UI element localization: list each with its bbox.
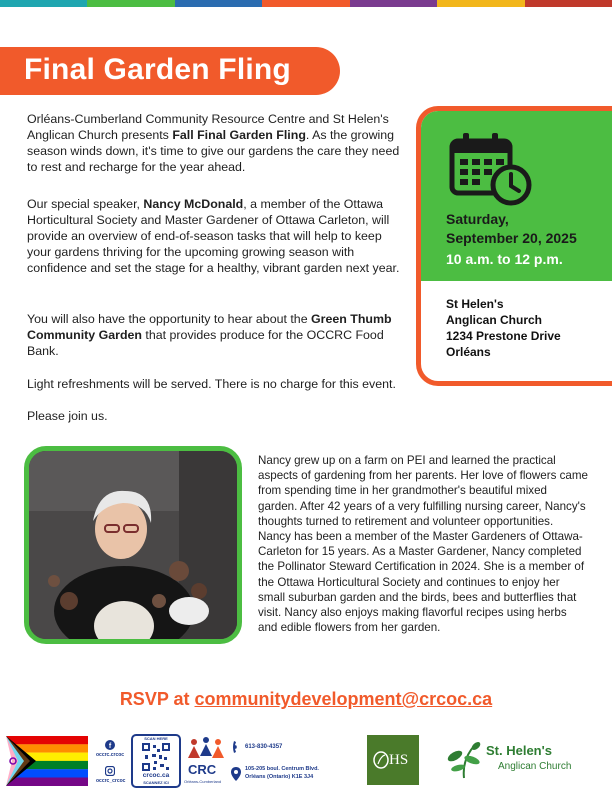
speaker-photo-illustration bbox=[29, 451, 237, 639]
st-helens-logo-name: St. Helen's bbox=[486, 743, 552, 758]
crc-people-logo-icon bbox=[186, 736, 226, 762]
rsvp-label: RSVP at bbox=[119, 689, 195, 709]
venue-name-1: St Helen's bbox=[446, 297, 504, 311]
ohs-leaf-icon bbox=[373, 751, 389, 769]
qr-code-icon bbox=[142, 743, 170, 771]
contact-phone[interactable]: 613-830-4357 bbox=[245, 744, 283, 750]
intro-paragraph-1: Orléans-Cumberland Community Resource Centre and St Helen's Anglican Church presents Fall Final Garden Fling. As the growing season winds down, it's time to give our gardens the care they need to rest and recharge for the year ahead. bbox=[27, 112, 400, 174]
calendar-clock-icon bbox=[449, 129, 533, 209]
event-date-panel bbox=[421, 111, 612, 281]
facebook-icon[interactable] bbox=[105, 740, 115, 750]
intro-paragraph-5: Please join us. bbox=[27, 409, 108, 423]
rsvp-line bbox=[0, 689, 612, 710]
instagram-icon[interactable] bbox=[105, 766, 115, 776]
location-pin-icon bbox=[231, 767, 241, 781]
venue-address: 1234 Prestone Drive bbox=[446, 329, 561, 343]
phone-icon bbox=[232, 740, 240, 754]
speaker-bio: Nancy grew up on a farm on PEI and learned the practical aspects of gardening from her parents. Her love of flowers came from spending time in her grandmother's beautiful mixed garden. After 42 years of a very fulfilling nursing career, Nancy's thoughts turned to retirement and volunteer opportunities. Nancy has been a member of the Master Gardeners of Ottawa-Carleton for 15 years. As a Master Gardener, Nancy completed the Pollinator Steward Certification in 2024. She is a member of the Ottawa Horticultural Society and continues to enjoy her small suburban garden and the birds, bees and butterflies that visit. Nancy also enjoys making flavorful recipes using herbs and edible flowers from her garden. bbox=[258, 454, 588, 635]
venue-city: Orléans bbox=[446, 345, 491, 359]
crc-logo-subtext: Orléans-Cumberland bbox=[184, 779, 222, 784]
qr-scan-label-fr: SCANNEZ ICI bbox=[143, 780, 169, 785]
qr-site: crcoc.ca bbox=[142, 772, 170, 779]
facebook-handle: occrc.crcoc bbox=[96, 752, 125, 758]
instagram-handle: occrc_crcoc bbox=[96, 778, 126, 784]
event-time: 10 a.m. to 12 p.m. bbox=[446, 251, 563, 267]
event-date: September 20, 2025 bbox=[446, 230, 577, 246]
intro-paragraph-3: You will also have the opportunity to hear about the Green Thumb Community Garden that provides produce for the OCCRC Food Bank. bbox=[27, 312, 392, 358]
contact-address-2: Orléans (Ontario) K1E 3J4 bbox=[245, 774, 314, 780]
footer bbox=[0, 730, 612, 790]
intro-paragraph-2: Our special speaker, Nancy McDonald, a member of the Ottawa Horticultural Society and Master Gardener of Ottawa Carleton, will provide an overview of end-of-season tasks that will help to keep your gardens thriving for the upcoming growing season with confidence and set the stage for a healthy, vibrant garden next year. bbox=[27, 197, 400, 275]
event-info-box bbox=[416, 106, 612, 386]
contact-address-1: 105-205 boul. Centrum Blvd. bbox=[245, 766, 319, 772]
st-helens-leaf-logo-icon bbox=[446, 740, 482, 780]
page-title: Final Garden Fling bbox=[24, 53, 291, 86]
top-color-bar bbox=[0, 0, 612, 7]
venue-name-2: Anglican Church bbox=[446, 313, 543, 327]
qr-code-box[interactable] bbox=[131, 734, 181, 788]
ohs-logo-text: HS bbox=[389, 752, 409, 768]
event-day: Saturday, bbox=[446, 211, 509, 227]
ohs-logo bbox=[367, 735, 419, 785]
speaker-photo bbox=[24, 446, 242, 644]
rsvp-email-link[interactable]: communitydevelopment@crcoc.ca bbox=[194, 689, 493, 709]
svg-text:f: f bbox=[108, 743, 112, 750]
progress-pride-flag-icon bbox=[6, 736, 88, 786]
qr-scan-label: SCAN HERE bbox=[144, 736, 168, 741]
crc-logo-text: CRC bbox=[188, 762, 217, 777]
intro-paragraph-4: Light refreshments will be served. There is no charge for this event. bbox=[27, 377, 396, 391]
st-helens-logo-sub: Anglican Church bbox=[498, 761, 572, 772]
